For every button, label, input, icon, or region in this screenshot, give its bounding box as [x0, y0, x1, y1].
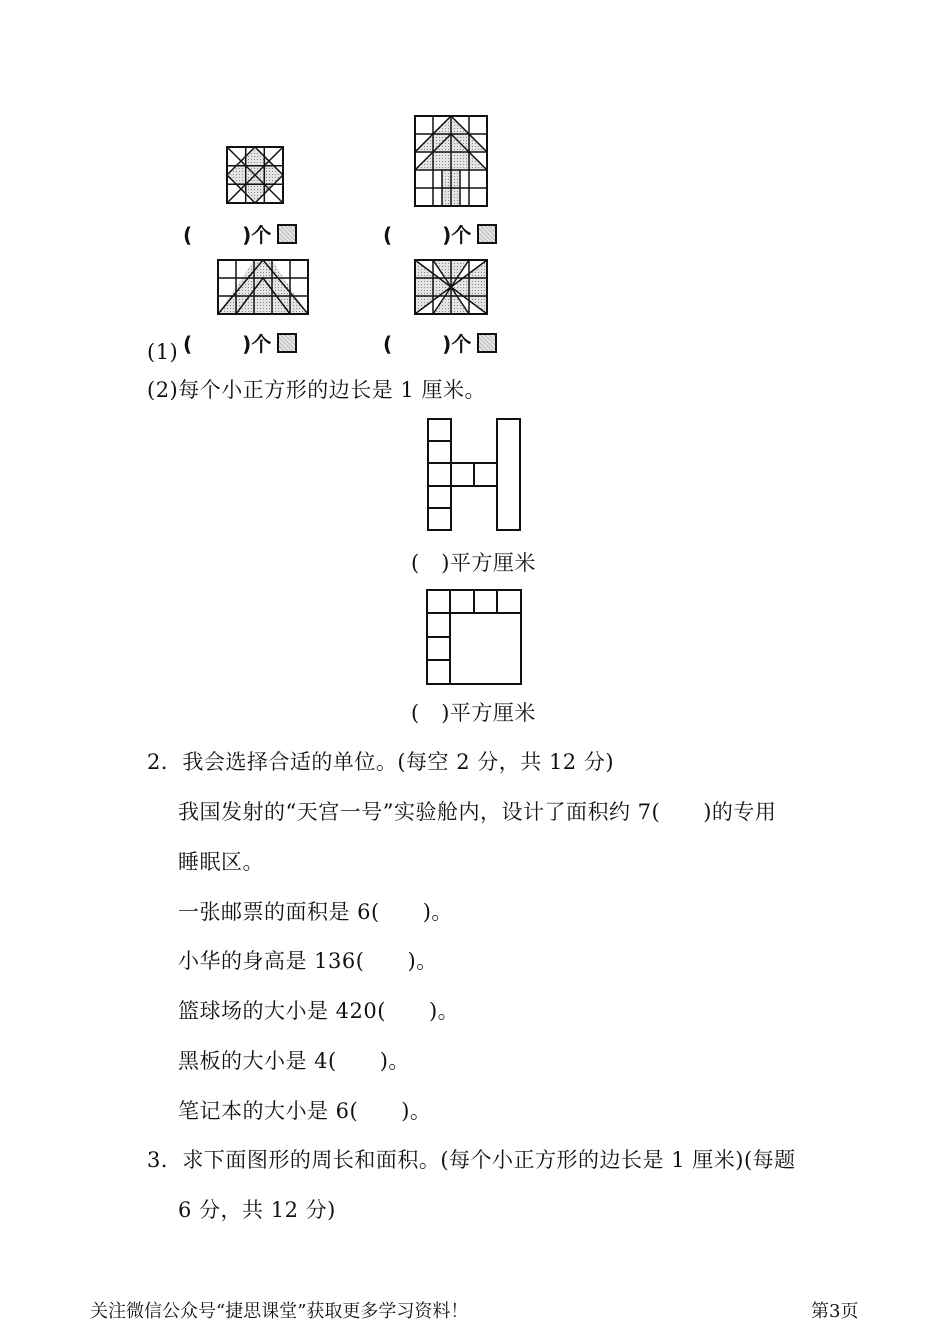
answer-blank-2[interactable] [383, 219, 497, 248]
q2-line[interactable]: 一张邮票的面积是 6( )。 [178, 900, 453, 924]
open-paren: ( [183, 332, 193, 356]
q2-line: 睡眠区。 [178, 850, 264, 874]
answer-blank-1[interactable] [183, 219, 297, 248]
footer-note: 关注微信公众号“捷思课堂”获取更多学习资料！ [90, 1301, 469, 1322]
shape-figure-4 [415, 260, 487, 314]
open-paren: ( [183, 223, 193, 247]
q3-heading: 3．求下面图形的周长和面积。(每个小正方形的边长是 1 厘米)(每题 [147, 1148, 796, 1172]
shape-h-figure [428, 419, 520, 530]
q2-line[interactable]: 篮球场的大小是 420( )。 [178, 999, 460, 1023]
unit-label: )个 [442, 332, 472, 356]
q2-line[interactable]: 我国发射的“天宫一号”实验舱内，设计了面积约 7( )的专用 [178, 800, 777, 824]
q3-heading-cont: 6 分，共 12 分) [178, 1198, 336, 1222]
part1-marker: (1) [147, 340, 179, 364]
open-paren: ( [383, 223, 393, 247]
unit-square-icon [277, 333, 297, 353]
open-paren: ( [383, 332, 393, 356]
shape-figure-3 [218, 260, 308, 314]
answer-area-square[interactable]: ( )平方厘米 [411, 701, 536, 725]
unit-square-icon [477, 333, 497, 353]
shape-square-figure [427, 590, 521, 684]
part2-heading: (2)每个小正方形的边长是 1 厘米。 [147, 378, 486, 402]
unit-label: )个 [242, 332, 272, 356]
unit-square-icon [477, 224, 497, 244]
unit-label: )个 [242, 223, 272, 247]
answer-blank-4[interactable] [383, 328, 497, 357]
q2-line[interactable]: 笔记本的大小是 6( )。 [178, 1099, 432, 1123]
unit-label: )个 [442, 223, 472, 247]
shape-figure-2 [415, 116, 487, 206]
q2-line[interactable]: 小华的身高是 136( )。 [178, 949, 438, 973]
q2-line[interactable]: 黑板的大小是 4( )。 [178, 1049, 410, 1073]
answer-area-h[interactable]: ( )平方厘米 [411, 551, 536, 575]
page-number: 第3页 [811, 1301, 859, 1322]
unit-square-icon [277, 224, 297, 244]
answer-blank-3[interactable] [183, 328, 297, 357]
q2-heading: 2．我会选择合适的单位。(每空 2 分，共 12 分) [147, 750, 615, 774]
shape-figure-1 [227, 147, 283, 203]
